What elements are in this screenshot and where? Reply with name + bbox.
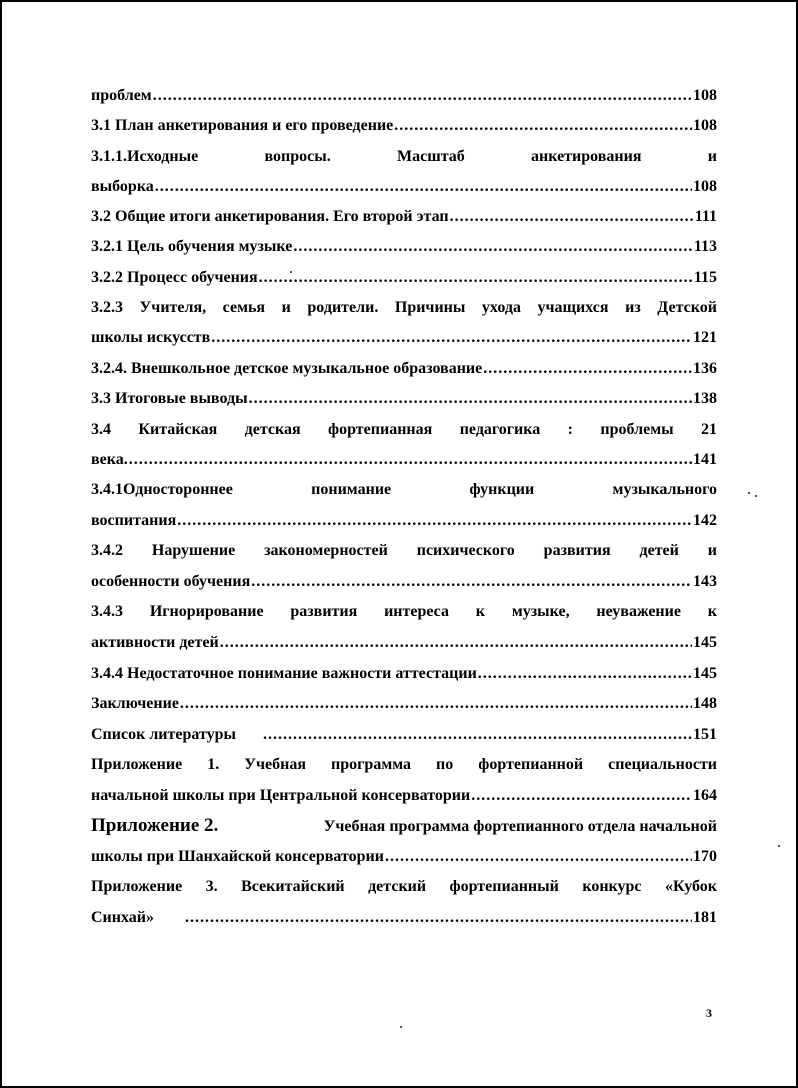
toc-entry: [91, 357, 717, 381]
toc-entry: [91, 692, 717, 716]
toc-leader: [483, 357, 692, 381]
toc-entry-line1: 3.4.2 Нарушение закономерностей психического развития детей и: [91, 542, 717, 559]
toc-entry: [91, 784, 717, 808]
page-border-top: [0, 0, 798, 2]
toc-leader: [185, 906, 692, 930]
toc-entry-title: 3.3 Итоговые выводы: [91, 390, 248, 407]
page-border-left: [0, 0, 2, 1088]
toc-leader: [211, 326, 692, 350]
toc-leader: [177, 509, 692, 533]
toc-entry-line1: 3.4.3 Игнорирование развития интереса к музыке, неуважение к: [91, 603, 717, 620]
toc-entry-title: 3.2.1 Цель обучения музыке: [91, 238, 293, 255]
toc-entry-title: 3.2.4. Внешкольное детское музыкальное образование: [91, 360, 483, 377]
toc-entry: [91, 235, 717, 259]
toc-entry: [91, 175, 717, 199]
scan-speck: [290, 271, 292, 273]
toc-entry-title: 3.2.2 Процесс обучения: [91, 269, 258, 286]
toc-leader: [293, 235, 693, 259]
toc-leader: [251, 570, 692, 594]
toc-entry: [91, 906, 717, 930]
toc-entry-page: 108: [693, 87, 717, 104]
toc-entry-page: 151: [693, 726, 717, 743]
toc-entry-label: Приложение 2.: [91, 815, 219, 836]
toc-leader: [220, 631, 692, 655]
toc-entry-page: 108: [693, 178, 717, 195]
toc-entry-page: 145: [693, 665, 717, 682]
toc-entry: [91, 631, 717, 655]
toc-entry-line1: Приложение 3. Всекитайский детский фортепианный конкурс «Кубок: [91, 878, 717, 895]
toc-entry-page: 164: [693, 787, 717, 804]
toc-leader: [155, 175, 692, 199]
toc-entry: [91, 84, 717, 108]
toc-leader: [153, 84, 692, 108]
toc-entry-page: 142: [693, 512, 717, 529]
toc-entry: [91, 509, 717, 533]
toc-leader: [249, 387, 692, 411]
toc-entry-title: 3.1 План анкетирования и его проведение: [91, 117, 394, 134]
toc-entry: [91, 845, 717, 869]
scan-speck: [755, 495, 757, 497]
toc-entry-title: 3.4.4 Недостаточное понимание важности аттестации: [91, 665, 477, 682]
toc-entry-line1: 3.2.3 Учителя, семья и родители. Причины ухода учащихся из Детской: [91, 299, 717, 316]
toc-entry-page: 108: [693, 117, 717, 134]
toc-leader: [450, 205, 694, 229]
toc-entry-line1: Приложение 1. Учебная программа по фортепианной специальности: [91, 756, 717, 773]
toc-entry: [91, 266, 717, 290]
toc-leader: [263, 723, 692, 747]
toc-entry-title: Заключение: [91, 695, 179, 712]
scan-speck: [778, 845, 780, 847]
toc-entry: [91, 114, 717, 138]
toc-entry-line1: 3.4.1Одностороннее понимание функции музыкального: [91, 481, 717, 498]
toc-entry-page: 113: [693, 238, 717, 255]
toc-entry-page: 136: [693, 360, 717, 377]
toc-entry-title: века.: [91, 451, 128, 468]
toc-entry-page: 170: [693, 848, 717, 865]
toc-entry-page: 181: [693, 909, 717, 926]
toc-entry-title: Список литературы: [91, 726, 236, 743]
toc-entry-title: начальной школы при Центральной консерватории: [91, 787, 471, 804]
toc-entry-title: 3.2 Общие итоги анкетирования. Его второй этап: [91, 208, 449, 225]
toc-entry-title: Синхай»: [91, 909, 154, 926]
toc-entry-page: 111: [694, 208, 717, 225]
page-number: 3: [706, 1006, 712, 1020]
toc-entry-page: 145: [693, 634, 717, 651]
toc-entry: [91, 448, 717, 472]
scan-speck: [748, 492, 750, 494]
toc-entry-title: воспитания: [91, 512, 177, 529]
toc-entry-page: 143: [693, 573, 717, 590]
toc-entry-title: школы искусств: [91, 329, 211, 346]
toc-leader: [129, 448, 692, 472]
toc-entry-title: особенности обучения: [91, 573, 251, 590]
toc-entry-line1: 3.4 Китайская детская фортепианная педагогика : проблемы 21: [91, 421, 717, 438]
toc-entry: [91, 662, 717, 686]
toc-entry-page: 138: [693, 390, 717, 407]
toc-entry: [91, 723, 717, 747]
toc-entry-page: 141: [693, 451, 717, 468]
toc-entry-title: школы при Шанхайской консерватории: [91, 848, 384, 865]
toc-entry-page: 121: [693, 329, 717, 346]
toc-entry-page: 148: [693, 695, 717, 712]
toc-leader: [478, 662, 692, 686]
toc-leader: [471, 784, 692, 808]
toc-entry-line1: [91, 814, 717, 838]
toc-entry-title: активности детей: [91, 634, 219, 651]
toc-leader: [259, 266, 693, 290]
toc-leader: [180, 692, 692, 716]
toc-entry-page: 115: [693, 269, 717, 286]
toc-entry: [91, 205, 717, 229]
scan-speck: [400, 1026, 402, 1028]
toc-entry: [91, 570, 717, 594]
toc-entry-line1: 3.1.1.Исходные вопросы. Масштаб анкетирования и: [91, 148, 717, 165]
toc-entry: [91, 326, 717, 350]
toc-entry: [91, 387, 717, 411]
toc-leader: [394, 114, 692, 138]
toc-leader: [385, 845, 692, 869]
toc-entry-title: выборка: [91, 178, 154, 195]
toc-entry-title: проблем: [91, 87, 152, 104]
toc-entry-title: Учебная программа фортепианного отдела начальной: [323, 818, 717, 835]
